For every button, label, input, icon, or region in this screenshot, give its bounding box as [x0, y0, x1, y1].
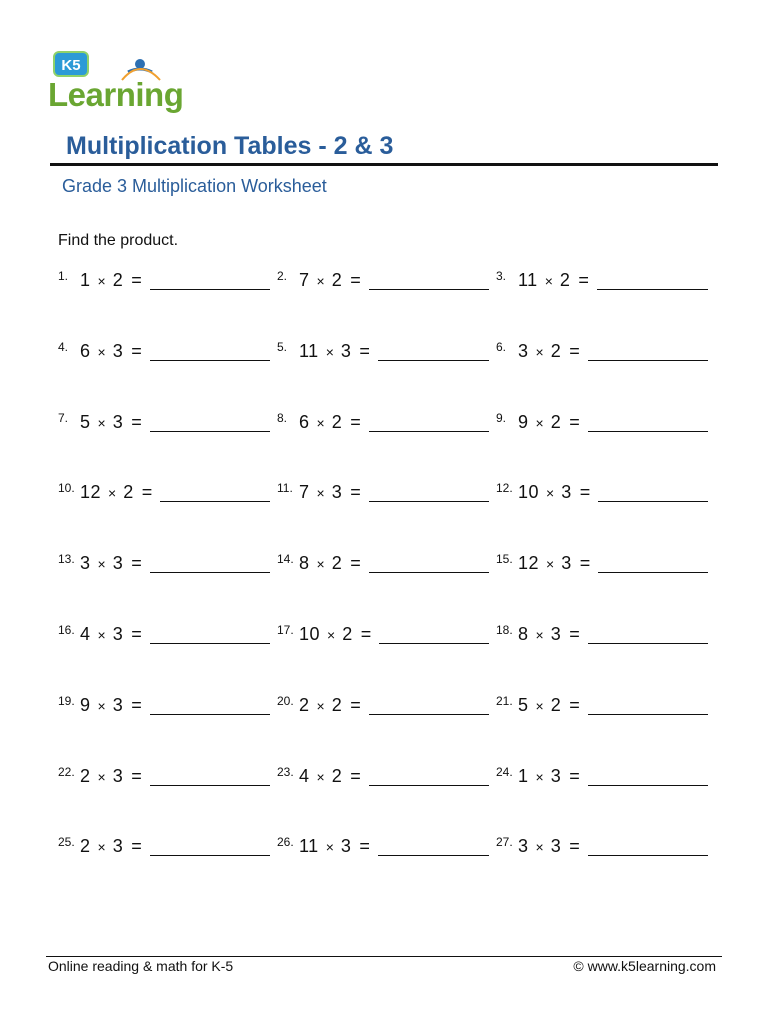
- answer-blank[interactable]: [588, 784, 708, 786]
- factor-b: 3: [112, 553, 124, 574]
- problem-number: 6.: [496, 339, 507, 354]
- factor-b: 3: [561, 482, 572, 503]
- factor-b: 3: [340, 340, 352, 361]
- factor-b: 2: [559, 270, 571, 290]
- problem-item: [277, 341, 489, 371]
- times-sign: ×: [546, 485, 555, 502]
- equals-sign: =: [131, 624, 142, 644]
- problem-item: [277, 482, 489, 512]
- k5-learning-logo: [48, 50, 188, 114]
- equals-sign: =: [569, 694, 580, 715]
- problem-number: 12.: [496, 481, 513, 496]
- problem-number: 4.: [58, 339, 69, 354]
- factor-b: 3: [550, 836, 562, 857]
- answer-blank[interactable]: [369, 430, 489, 432]
- times-sign: ×: [535, 768, 544, 785]
- equals-sign: =: [131, 270, 142, 290]
- factor-b: 3: [340, 836, 352, 857]
- factor-b: 3: [112, 765, 124, 786]
- times-sign: ×: [535, 343, 544, 360]
- answer-blank[interactable]: [150, 430, 270, 432]
- footer-rule: [46, 956, 722, 957]
- answer-blank[interactable]: [369, 500, 489, 502]
- footer-website: © www.k5learning.com: [573, 958, 716, 974]
- factor-a: 3: [518, 836, 529, 857]
- problem-number: 27.: [496, 835, 513, 850]
- problem-item: [58, 341, 270, 371]
- equals-sign: =: [131, 836, 142, 857]
- factor-b: 2: [123, 482, 134, 503]
- problem-number: 5.: [277, 339, 288, 354]
- problem-item: [277, 270, 489, 300]
- times-sign: ×: [316, 414, 325, 431]
- times-sign: ×: [108, 485, 117, 502]
- problem-item: [277, 624, 489, 654]
- equals-sign: =: [569, 340, 580, 361]
- times-sign: ×: [316, 273, 325, 289]
- factor-a: 5: [518, 694, 529, 715]
- factor-b: 3: [112, 836, 124, 857]
- factor-a: 1: [518, 765, 529, 786]
- problem-item: [496, 624, 708, 654]
- times-sign: ×: [535, 414, 544, 431]
- problem-item: [277, 553, 489, 583]
- times-sign: ×: [97, 343, 106, 360]
- times-sign: ×: [97, 627, 106, 643]
- equals-sign: =: [569, 411, 580, 432]
- problem-number: 20.: [277, 693, 294, 708]
- problem-number: 3.: [496, 269, 507, 283]
- factor-b: 2: [331, 270, 343, 290]
- answer-blank[interactable]: [379, 642, 489, 644]
- factor-a: 1: [80, 270, 91, 290]
- equals-sign: =: [131, 765, 142, 786]
- equals-sign: =: [350, 270, 361, 290]
- equals-sign: =: [350, 694, 361, 715]
- problem-number: 16.: [58, 623, 75, 637]
- problem-item: [277, 412, 489, 442]
- factor-b: 2: [331, 694, 343, 715]
- factor-b: 2: [331, 553, 343, 574]
- answer-blank[interactable]: [369, 571, 489, 573]
- answer-blank[interactable]: [588, 713, 708, 715]
- factor-b: 3: [561, 553, 572, 574]
- factor-a: 10: [299, 624, 321, 644]
- times-sign: ×: [97, 697, 106, 714]
- factor-b: 2: [331, 765, 343, 786]
- factor-a: 12: [80, 482, 102, 503]
- factor-a: 2: [80, 836, 91, 857]
- factor-a: 11: [518, 270, 538, 290]
- factor-b: 3: [112, 694, 124, 715]
- problem-number: 23.: [277, 764, 294, 779]
- equals-sign: =: [350, 553, 361, 574]
- answer-blank[interactable]: [378, 359, 489, 361]
- equals-sign: =: [141, 482, 153, 503]
- problem-item: [58, 482, 270, 512]
- problem-item: [496, 412, 708, 442]
- times-sign: ×: [327, 627, 336, 643]
- factor-a: 7: [299, 482, 310, 503]
- times-sign: ×: [316, 697, 325, 714]
- times-sign: ×: [97, 556, 106, 573]
- answer-blank[interactable]: [588, 854, 708, 856]
- factor-a: 11: [299, 836, 319, 857]
- equals-sign: =: [131, 694, 142, 715]
- page-title: Multiplication Tables - 2 & 3: [66, 132, 394, 160]
- factor-b: 2: [550, 694, 562, 715]
- problem-item: [496, 766, 708, 796]
- factor-a: 11: [299, 340, 319, 361]
- problem-number: 10.: [58, 481, 75, 496]
- factor-b: 3: [550, 765, 562, 786]
- factor-b: 3: [112, 411, 124, 432]
- equals-sign: =: [131, 411, 142, 432]
- answer-blank[interactable]: [160, 500, 270, 502]
- factor-a: 4: [80, 624, 91, 644]
- factor-b: 2: [342, 624, 353, 644]
- times-sign: ×: [535, 839, 544, 856]
- answer-blank[interactable]: [369, 713, 489, 715]
- svg-text:K5: K5: [61, 57, 81, 74]
- factor-b: 3: [112, 624, 124, 644]
- problem-number: 11.: [277, 481, 293, 496]
- factor-a: 6: [80, 340, 91, 361]
- factor-a: 4: [299, 765, 310, 786]
- equals-sign: =: [569, 624, 580, 644]
- times-sign: ×: [316, 485, 325, 502]
- problem-number: 17.: [277, 623, 294, 637]
- equals-sign: =: [579, 482, 591, 503]
- times-sign: ×: [97, 273, 106, 289]
- times-sign: ×: [97, 414, 106, 431]
- answer-blank[interactable]: [588, 359, 708, 361]
- times-sign: ×: [535, 627, 544, 643]
- problem-number: 7.: [58, 410, 69, 425]
- equals-sign: =: [578, 270, 589, 290]
- answer-blank[interactable]: [597, 288, 708, 290]
- problem-number: 9.: [496, 410, 507, 425]
- problem-number: 1.: [58, 269, 69, 283]
- factor-a: 3: [518, 340, 529, 361]
- title-rule: [50, 163, 718, 166]
- problem-item: [496, 270, 708, 300]
- problem-number: 22.: [58, 764, 75, 779]
- problem-item: [58, 270, 270, 300]
- problem-number: 14.: [277, 552, 294, 567]
- answer-blank[interactable]: [150, 854, 270, 856]
- factor-a: 9: [518, 411, 529, 432]
- footer-tagline: Online reading & math for K-5: [48, 958, 234, 974]
- times-sign: ×: [325, 343, 334, 360]
- answer-blank[interactable]: [369, 288, 489, 290]
- factor-b: 3: [550, 624, 562, 644]
- factor-a: 3: [80, 553, 91, 574]
- answer-blank[interactable]: [588, 430, 708, 432]
- factor-a: 5: [80, 411, 91, 432]
- answer-blank[interactable]: [150, 713, 270, 715]
- factor-a: 7: [299, 270, 310, 290]
- logo-wordmark: Learning: [48, 76, 184, 113]
- problem-item: [58, 766, 270, 796]
- equals-sign: =: [360, 624, 372, 644]
- problem-item: [58, 624, 270, 654]
- problem-item: [496, 553, 708, 583]
- problem-number: 21.: [496, 693, 513, 708]
- equals-sign: =: [350, 411, 361, 432]
- factor-b: 2: [550, 411, 562, 432]
- answer-blank[interactable]: [150, 784, 270, 786]
- factor-b: 2: [112, 270, 124, 290]
- equals-sign: =: [569, 765, 580, 786]
- page-subtitle: Grade 3 Multiplication Worksheet: [62, 176, 327, 196]
- times-sign: ×: [316, 768, 325, 785]
- problem-item: [496, 695, 708, 725]
- problem-number: 19.: [58, 693, 75, 708]
- answer-blank[interactable]: [378, 854, 489, 856]
- factor-a: 6: [299, 411, 310, 432]
- factor-a: 8: [518, 624, 529, 644]
- problem-item: [58, 836, 270, 866]
- problem-item: [277, 766, 489, 796]
- answer-blank[interactable]: [150, 359, 270, 361]
- factor-a: 10: [518, 482, 540, 503]
- equals-sign: =: [131, 553, 142, 574]
- problem-number: 26.: [277, 835, 294, 850]
- problem-number: 8.: [277, 410, 288, 425]
- equals-sign: =: [359, 836, 370, 857]
- answer-blank[interactable]: [598, 571, 708, 573]
- equals-sign: =: [350, 765, 361, 786]
- factor-b: 3: [112, 340, 124, 361]
- answer-blank[interactable]: [369, 784, 489, 786]
- problem-item: [58, 695, 270, 725]
- instructions: Find the product.: [58, 232, 179, 249]
- factor-a: 8: [299, 553, 310, 574]
- problem-item: [277, 695, 489, 725]
- times-sign: ×: [97, 839, 106, 856]
- problem-item: [277, 836, 489, 866]
- problem-item: [58, 412, 270, 442]
- times-sign: ×: [544, 273, 553, 289]
- factor-a: 2: [299, 694, 310, 715]
- problem-number: 2.: [277, 269, 288, 283]
- equals-sign: =: [579, 553, 591, 574]
- problem-item: [496, 836, 708, 866]
- answer-blank[interactable]: [150, 571, 270, 573]
- factor-b: 3: [331, 482, 343, 503]
- problem-number: 13.: [58, 552, 75, 567]
- answer-blank[interactable]: [598, 500, 708, 502]
- answer-blank[interactable]: [150, 642, 270, 644]
- equals-sign: =: [350, 482, 361, 503]
- factor-b: 2: [550, 340, 562, 361]
- problem-item: [496, 341, 708, 371]
- times-sign: ×: [546, 556, 555, 573]
- problem-number: 24.: [496, 764, 513, 779]
- factor-b: 2: [331, 411, 343, 432]
- factor-a: 9: [80, 694, 91, 715]
- problem-number: 18.: [496, 623, 513, 637]
- problem-item: [58, 553, 270, 583]
- equals-sign: =: [131, 340, 142, 361]
- problem-item: [496, 482, 708, 512]
- equals-sign: =: [569, 836, 580, 857]
- problem-number: 25.: [58, 835, 75, 850]
- answer-blank[interactable]: [588, 642, 708, 644]
- problem-number: 15.: [496, 552, 513, 567]
- factor-a: 2: [80, 765, 91, 786]
- times-sign: ×: [325, 839, 334, 856]
- answer-blank[interactable]: [150, 288, 270, 290]
- times-sign: ×: [316, 556, 325, 573]
- times-sign: ×: [535, 697, 544, 714]
- times-sign: ×: [97, 768, 106, 785]
- factor-a: 12: [518, 553, 540, 574]
- equals-sign: =: [359, 340, 370, 361]
